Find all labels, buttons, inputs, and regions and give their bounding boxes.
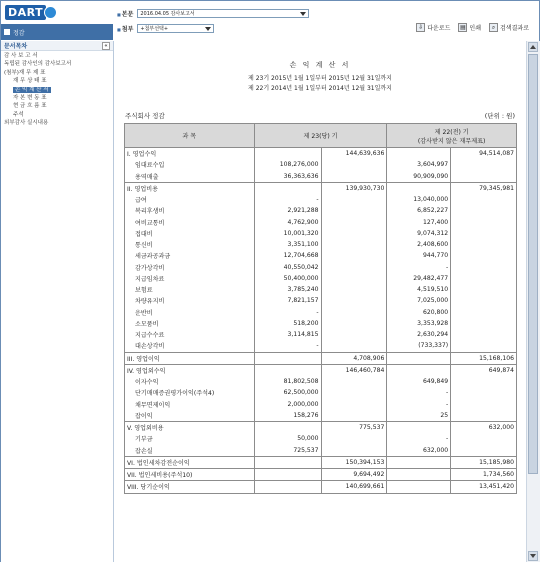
account-cell: 대손상각비 bbox=[125, 340, 255, 352]
unit-label: (단위 : 원) bbox=[484, 112, 515, 120]
download-icon: ⇩ bbox=[418, 23, 424, 31]
account-cell: 잡손실 bbox=[125, 445, 255, 457]
account-cell: 용역매출 bbox=[125, 171, 255, 183]
current-detail-cell bbox=[254, 364, 321, 376]
current-detail-cell: 725,537 bbox=[254, 445, 321, 457]
toc-item-label: 주석 bbox=[13, 111, 24, 118]
account-cell: 잡이익 bbox=[125, 410, 255, 422]
search-icon: ⌕ bbox=[489, 23, 498, 32]
panel-icon bbox=[4, 29, 10, 35]
current-total-cell bbox=[321, 284, 387, 295]
prior-detail-cell bbox=[387, 364, 451, 376]
prior-detail-cell: - bbox=[387, 387, 451, 398]
table-row bbox=[125, 433, 517, 444]
account-cell: VI. 법인세차감전순이익 bbox=[125, 456, 255, 468]
prior-detail-cell bbox=[387, 148, 451, 160]
prior-total-cell bbox=[451, 340, 517, 352]
prior-total-cell bbox=[451, 445, 517, 457]
chevron-down-icon bbox=[300, 12, 306, 16]
current-total-cell: 139,930,730 bbox=[321, 182, 387, 194]
current-total-cell bbox=[321, 262, 387, 273]
current-total-cell bbox=[321, 433, 387, 444]
scroll-up-button[interactable] bbox=[528, 42, 538, 52]
prior-detail-cell: 649,849 bbox=[387, 376, 451, 387]
account-cell: 복리후생비 bbox=[125, 205, 255, 216]
prior-detail-cell: 25 bbox=[387, 410, 451, 422]
attach-select[interactable]: +첨부선택+ bbox=[137, 24, 214, 33]
table-row bbox=[125, 148, 517, 160]
current-detail-cell: 40,550,042 bbox=[254, 262, 321, 273]
current-detail-cell: 81,802,508 bbox=[254, 376, 321, 387]
statement-title: 손 익 계 산 서 bbox=[289, 61, 351, 69]
prior-total-cell bbox=[451, 159, 517, 170]
current-total-cell bbox=[321, 159, 387, 170]
toc-item[interactable] bbox=[4, 102, 113, 110]
panel-title: 정감 bbox=[13, 29, 25, 37]
arrow-down-icon bbox=[530, 554, 536, 558]
table-row bbox=[125, 217, 517, 228]
current-total-cell bbox=[321, 205, 387, 216]
current-total-cell: 144,639,636 bbox=[321, 148, 387, 160]
prior-total-cell bbox=[451, 194, 517, 205]
prior-detail-cell: 620,800 bbox=[387, 307, 451, 318]
income-statement-table bbox=[124, 123, 517, 494]
account-cell: 지급임차료 bbox=[125, 273, 255, 284]
prior-total-cell: 15,185,980 bbox=[451, 456, 517, 468]
current-detail-cell: - bbox=[254, 194, 321, 205]
prior-total-cell bbox=[451, 250, 517, 261]
current-total-cell bbox=[321, 329, 387, 340]
prior-detail-cell: - bbox=[387, 433, 451, 444]
current-total-cell bbox=[321, 228, 387, 239]
table-row bbox=[125, 422, 517, 434]
company-name: 주식회사 정감 bbox=[125, 112, 165, 120]
account-cell: 급여 bbox=[125, 194, 255, 205]
prior-total-cell bbox=[451, 228, 517, 239]
prior-detail-cell: (733,337) bbox=[387, 340, 451, 352]
current-total-cell bbox=[321, 194, 387, 205]
prior-total-cell bbox=[451, 239, 517, 250]
current-detail-cell: 3,785,240 bbox=[254, 284, 321, 295]
attach-label: ■ 첨부 bbox=[117, 24, 133, 33]
prior-detail-cell bbox=[387, 456, 451, 468]
account-cell: V. 영업외비용 bbox=[125, 422, 255, 434]
prior-total-cell bbox=[451, 376, 517, 387]
prior-total-cell bbox=[451, 273, 517, 284]
current-detail-cell: 4,762,900 bbox=[254, 217, 321, 228]
account-cell: 지급수수료 bbox=[125, 329, 255, 340]
toc-item-label: 재 무 상 태 표 bbox=[13, 78, 47, 85]
account-cell: II. 영업비용 bbox=[125, 182, 255, 194]
table-row bbox=[125, 340, 517, 352]
prior-total-cell bbox=[451, 217, 517, 228]
prior-detail-cell bbox=[387, 481, 451, 493]
current-total-cell: 140,699,661 bbox=[321, 481, 387, 493]
toc-tree bbox=[1, 51, 113, 128]
prior-total-cell bbox=[451, 318, 517, 329]
table-row bbox=[125, 410, 517, 422]
account-cell: 감가상각비 bbox=[125, 262, 255, 273]
prior-detail-cell: 127,400 bbox=[387, 217, 451, 228]
table-row bbox=[125, 250, 517, 261]
current-total-cell bbox=[321, 340, 387, 352]
toc-item[interactable] bbox=[4, 60, 113, 68]
prior-total-cell: 649,874 bbox=[451, 364, 517, 376]
toc-item-label: 현 금 흐 름 표 bbox=[13, 103, 47, 110]
prior-total-cell bbox=[451, 262, 517, 273]
current-detail-cell bbox=[254, 148, 321, 160]
table-row bbox=[125, 159, 517, 170]
table-row bbox=[125, 228, 517, 239]
current-total-cell: 9,694,492 bbox=[321, 469, 387, 481]
prior-total-cell: 13,451,420 bbox=[451, 481, 517, 493]
prior-total-cell bbox=[451, 387, 517, 398]
prior-total-cell bbox=[451, 284, 517, 295]
toc-item-label: 독립된 감사인의 감사보고서 bbox=[4, 61, 72, 68]
prior-total-cell: 1,734,560 bbox=[451, 469, 517, 481]
current-detail-cell: 2,000,000 bbox=[254, 399, 321, 410]
table-row bbox=[125, 171, 517, 183]
current-total-cell bbox=[321, 376, 387, 387]
table-row bbox=[125, 239, 517, 250]
current-detail-cell: 12,704,668 bbox=[254, 250, 321, 261]
current-total-cell bbox=[321, 410, 387, 422]
table-row bbox=[125, 284, 517, 295]
prior-detail-cell: 2,408,600 bbox=[387, 239, 451, 250]
prior-detail-cell: 3,353,928 bbox=[387, 318, 451, 329]
current-detail-cell: 36,363,636 bbox=[254, 171, 321, 183]
prior-detail-cell: 3,604,997 bbox=[387, 159, 451, 170]
toc-sidebar bbox=[1, 41, 114, 562]
prior-total-cell bbox=[451, 410, 517, 422]
toc-item-label: (첨부)재 무 제 표 bbox=[4, 69, 46, 76]
prior-detail-cell: 632,000 bbox=[387, 445, 451, 457]
toc-header bbox=[1, 41, 113, 51]
current-detail-cell: 7,821,157 bbox=[254, 295, 321, 306]
prior-detail-cell: 7,025,000 bbox=[387, 295, 451, 306]
current-detail-cell: 50,400,000 bbox=[254, 273, 321, 284]
account-cell: VIII. 당기순이익 bbox=[125, 481, 255, 493]
prior-total-cell bbox=[451, 399, 517, 410]
toc-item-label: 감 사 보 고 서 bbox=[4, 53, 38, 59]
scroll-down-button[interactable] bbox=[528, 551, 538, 561]
current-total-cell bbox=[321, 307, 387, 318]
table-row bbox=[125, 469, 517, 481]
report-select[interactable]: 2016.04.05 감사보고서 bbox=[137, 9, 309, 18]
report-label: ■ 본문 bbox=[117, 9, 133, 18]
prior-detail-cell: 13,040,000 bbox=[387, 194, 451, 205]
account-cell: 단기매매증권평가이익(주석4) bbox=[125, 387, 255, 398]
toc-item[interactable] bbox=[4, 52, 113, 60]
account-cell: 이자수익 bbox=[125, 376, 255, 387]
current-detail-cell: 10,001,320 bbox=[254, 228, 321, 239]
document-viewer bbox=[114, 41, 526, 562]
current-total-cell bbox=[321, 250, 387, 261]
toc-item-label: 손 익 계 산 서 bbox=[15, 86, 49, 93]
current-detail-cell bbox=[254, 422, 321, 434]
current-detail-cell bbox=[254, 456, 321, 468]
current-total-cell bbox=[321, 239, 387, 250]
table-row bbox=[125, 295, 517, 306]
statement-rows bbox=[125, 148, 517, 494]
table-row bbox=[125, 387, 517, 398]
prior-total-cell bbox=[451, 295, 517, 306]
panel-title-bar bbox=[1, 24, 113, 40]
arrow-up-icon bbox=[530, 45, 536, 49]
account-cell: VII. 법인세비용(주석10) bbox=[125, 469, 255, 481]
header-account: 과 목 bbox=[125, 124, 255, 148]
table-row bbox=[125, 318, 517, 329]
table-row bbox=[125, 194, 517, 205]
prior-total-cell: 94,514,087 bbox=[451, 148, 517, 160]
current-detail-cell: 3,351,100 bbox=[254, 239, 321, 250]
chevron-down-icon bbox=[205, 27, 211, 31]
table-row bbox=[125, 262, 517, 273]
prior-detail-cell bbox=[387, 352, 451, 364]
prior-total-cell: 632,000 bbox=[451, 422, 517, 434]
account-cell: 기부금 bbox=[125, 433, 255, 444]
current-total-cell: 150,394,153 bbox=[321, 456, 387, 468]
table-row bbox=[125, 399, 517, 410]
current-total-cell bbox=[321, 273, 387, 284]
current-total-cell bbox=[321, 171, 387, 183]
prior-total-cell: 15,168,106 bbox=[451, 352, 517, 364]
account-cell: 채무면제이익 bbox=[125, 399, 255, 410]
prior-detail-cell: 6,852,227 bbox=[387, 205, 451, 216]
account-cell: IV. 영업외수익 bbox=[125, 364, 255, 376]
header-current: 제 23(당) 기 bbox=[254, 124, 387, 148]
current-detail-cell: - bbox=[254, 340, 321, 352]
prior-total-cell bbox=[451, 433, 517, 444]
search-result-button[interactable]: ⌕ 검색결과로 bbox=[489, 23, 529, 32]
account-cell: III. 영업이익 bbox=[125, 352, 255, 364]
current-detail-cell bbox=[254, 469, 321, 481]
print-button[interactable]: ▤ 인쇄 bbox=[460, 23, 482, 32]
prior-detail-cell: 2,630,294 bbox=[387, 329, 451, 340]
table-row bbox=[125, 182, 517, 194]
account-cell: 보험료 bbox=[125, 284, 255, 295]
current-detail-cell bbox=[254, 182, 321, 194]
current-detail-cell: - bbox=[254, 307, 321, 318]
prior-detail-cell: 944,770 bbox=[387, 250, 451, 261]
toc-item-label: 외부감사 실시내용 bbox=[4, 120, 49, 127]
toc-item[interactable] bbox=[4, 69, 113, 77]
download-button[interactable]: ⇩ 다운로드 bbox=[418, 23, 451, 32]
account-cell: 차량유지비 bbox=[125, 295, 255, 306]
toc-item[interactable] bbox=[4, 86, 113, 94]
table-row bbox=[125, 445, 517, 457]
current-detail-cell: 2,921,288 bbox=[254, 205, 321, 216]
account-cell: 여비교통비 bbox=[125, 217, 255, 228]
prior-detail-cell: - bbox=[387, 262, 451, 273]
toc-item[interactable] bbox=[4, 77, 113, 85]
toc-item-label: 자 본 변 동 표 bbox=[13, 94, 47, 101]
prior-detail-cell bbox=[387, 469, 451, 481]
toc-item[interactable] bbox=[4, 94, 113, 102]
prior-total-cell: 79,345,981 bbox=[451, 182, 517, 194]
current-total-cell bbox=[321, 217, 387, 228]
prior-detail-cell bbox=[387, 422, 451, 434]
prior-detail-cell: 4,519,510 bbox=[387, 284, 451, 295]
current-detail-cell: 108,276,000 bbox=[254, 159, 321, 170]
toc-item[interactable] bbox=[4, 119, 113, 127]
print-icon: ▤ bbox=[460, 23, 466, 31]
period-prior: 제 22기 2014년 1월 1일부터 2014년 12월 31일까지 bbox=[248, 85, 392, 92]
current-total-cell: 4,708,906 bbox=[321, 352, 387, 364]
current-total-cell bbox=[321, 445, 387, 457]
current-detail-cell bbox=[254, 352, 321, 364]
header-prior: 제 22(전) 기 (감사받지 않은 재무제표) bbox=[387, 124, 517, 148]
prior-total-cell bbox=[451, 171, 517, 183]
current-detail-cell: 158,276 bbox=[254, 410, 321, 422]
current-total-cell bbox=[321, 399, 387, 410]
table-row bbox=[125, 376, 517, 387]
current-detail-cell bbox=[254, 481, 321, 493]
prior-total-cell bbox=[451, 307, 517, 318]
table-row bbox=[125, 329, 517, 340]
prior-detail-cell: 29,482,477 bbox=[387, 273, 451, 284]
account-cell: 세금과공과금 bbox=[125, 250, 255, 261]
table-row bbox=[125, 352, 517, 364]
prior-detail-cell: 9,074,312 bbox=[387, 228, 451, 239]
table-row bbox=[125, 481, 517, 493]
table-row bbox=[125, 273, 517, 284]
current-detail-cell: 518,200 bbox=[254, 318, 321, 329]
vertical-scrollbar[interactable] bbox=[526, 41, 540, 562]
period-current: 제 23기 2015년 1월 1일부터 2015년 12월 31일까지 bbox=[248, 75, 392, 82]
current-total-cell bbox=[321, 295, 387, 306]
prior-detail-cell: 90,909,090 bbox=[387, 171, 451, 183]
prior-detail-cell: - bbox=[387, 399, 451, 410]
prior-detail-cell bbox=[387, 182, 451, 194]
account-cell: 임대료수입 bbox=[125, 159, 255, 170]
account-cell: 소모품비 bbox=[125, 318, 255, 329]
collapse-sidebar-button[interactable]: « bbox=[102, 42, 110, 50]
current-total-cell bbox=[321, 318, 387, 329]
current-detail-cell: 3,114,815 bbox=[254, 329, 321, 340]
top-toolbar bbox=[1, 1, 539, 42]
current-total-cell bbox=[321, 387, 387, 398]
table-row bbox=[125, 456, 517, 468]
current-detail-cell: 62,500,000 bbox=[254, 387, 321, 398]
prior-total-cell bbox=[451, 205, 517, 216]
toc-item[interactable] bbox=[4, 111, 113, 119]
toc-title: 문서목차 bbox=[4, 43, 28, 50]
table-row bbox=[125, 307, 517, 318]
prior-total-cell bbox=[451, 329, 517, 340]
account-cell: 운반비 bbox=[125, 307, 255, 318]
table-row bbox=[125, 364, 517, 376]
account-cell: I. 영업수익 bbox=[125, 148, 255, 160]
account-cell: 통신비 bbox=[125, 239, 255, 250]
current-total-cell: 146,460,784 bbox=[321, 364, 387, 376]
dart-logo: DART bbox=[5, 4, 57, 20]
scroll-thumb[interactable] bbox=[528, 54, 538, 474]
current-detail-cell: 50,000 bbox=[254, 433, 321, 444]
account-cell: 접대비 bbox=[125, 228, 255, 239]
current-total-cell: 775,537 bbox=[321, 422, 387, 434]
table-row bbox=[125, 205, 517, 216]
